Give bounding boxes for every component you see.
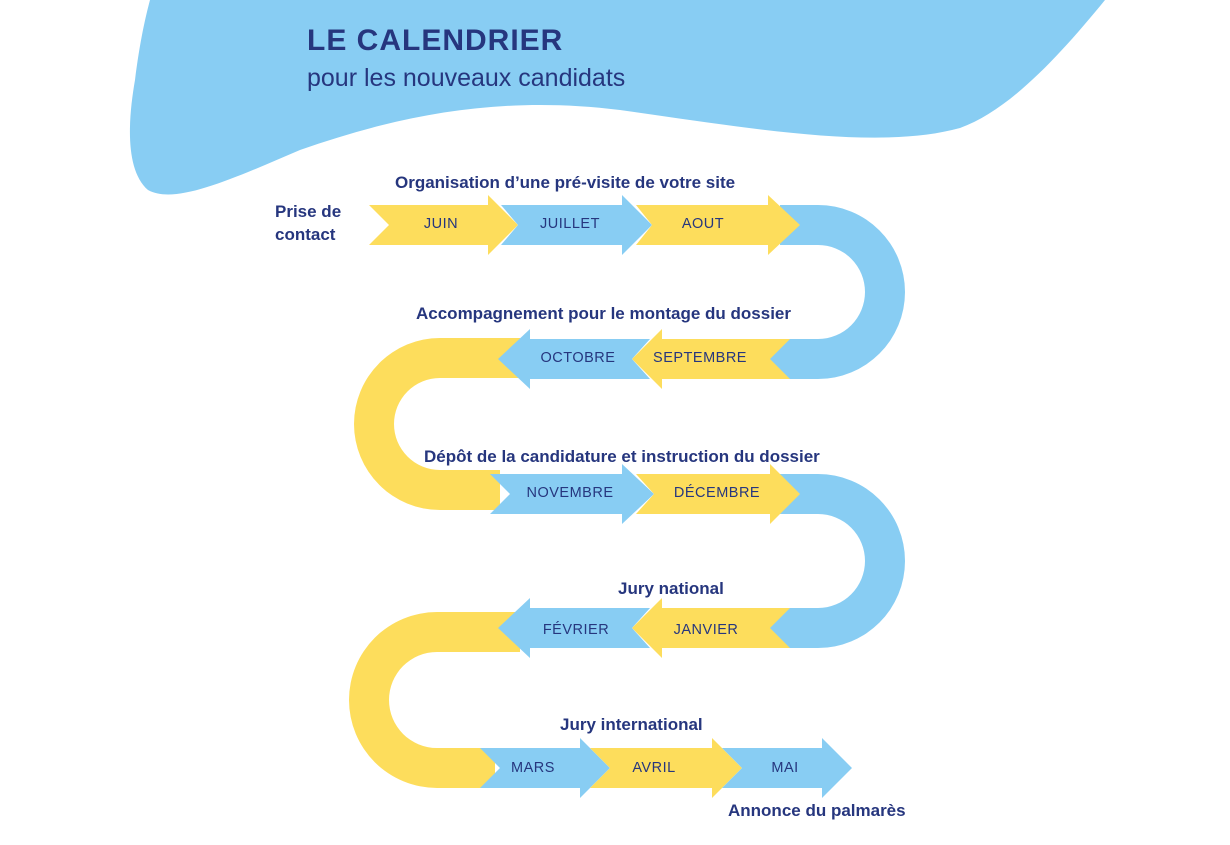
label-international-jury: Jury international bbox=[560, 715, 703, 734]
month-label-janvier: JANVIER bbox=[673, 622, 739, 638]
label-announcement: Annonce du palmarès bbox=[728, 801, 906, 820]
label-national-jury: Jury national bbox=[618, 579, 724, 598]
month-label-mars: MARS bbox=[511, 760, 555, 776]
month-label-mai: MAI bbox=[771, 760, 799, 776]
month-label-aout: AOUT bbox=[681, 216, 725, 232]
label-submission: Dépôt de la candidature et instruction du dossier bbox=[424, 447, 820, 466]
page-title: LE CALENDRIER bbox=[307, 24, 564, 57]
turn-left-1 bbox=[354, 338, 520, 510]
month-label-septembre: SEPTEMBRE bbox=[653, 350, 747, 366]
month-label-novembre: NOVEMBRE bbox=[526, 485, 614, 501]
header-blob bbox=[130, 0, 1105, 194]
label-start-line-2: contact bbox=[275, 225, 336, 244]
label-start bbox=[275, 200, 341, 246]
label-support: Accompagnement pour le montage du dossier bbox=[416, 304, 792, 323]
month-label-decembre: DÉCEMBRE bbox=[673, 485, 761, 501]
month-label-juillet: JUILLET bbox=[540, 216, 600, 232]
month-label-juin: JUIN bbox=[423, 216, 459, 232]
month-label-fevrier: FÉVRIER bbox=[542, 622, 610, 638]
month-label-octobre: OCTOBRE bbox=[540, 350, 616, 366]
label-start-line-1: Prise de bbox=[275, 202, 342, 221]
page-subtitle: pour les nouveaux candidats bbox=[307, 64, 626, 92]
label-previsit: Organisation d’une pré-visite de votre site bbox=[395, 173, 736, 192]
month-label-avril: AVRIL bbox=[632, 760, 676, 776]
